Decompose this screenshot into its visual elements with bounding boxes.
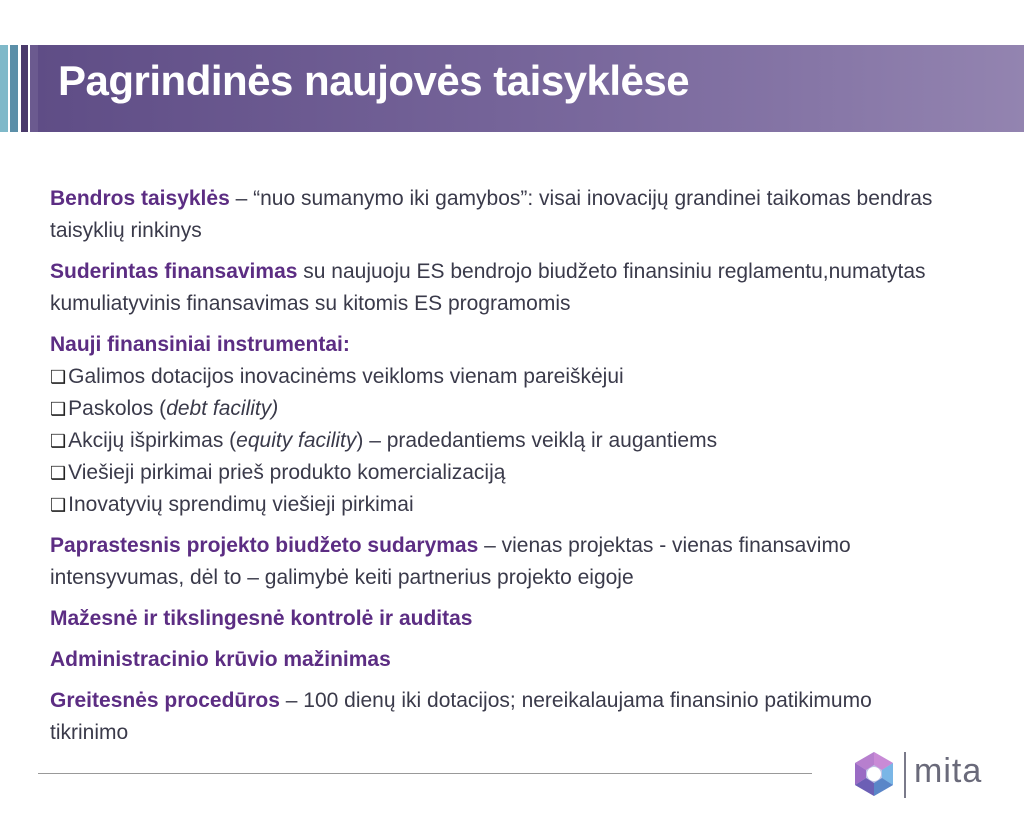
list-item [50, 457, 950, 489]
paragraph-faster-procedures [50, 685, 950, 749]
logo-text: mita [914, 752, 983, 790]
list-item-emphasis: equity facility [236, 429, 357, 452]
list-item-text: Viešieji pirkimai prieš produkto komercializaciją [68, 461, 506, 484]
paragraph-text: – 100 dienų iki dotacijos; nereikalaujama finansinio patikimumo tikrinimo [50, 689, 872, 744]
paragraph-text: – “nuo sumanymo iki gamybos”: visai inovacijų grandinei taikomas bendras taisyklių rinkinys [50, 187, 933, 242]
logo-separator [904, 752, 906, 798]
list-item-text: Inovatyvių sprendimų viešieji pirkimai [68, 493, 414, 516]
accent-bars [0, 45, 40, 132]
paragraph-heading: Administracinio krūvio mažinimas [50, 648, 391, 671]
paragraph-heading: Nauji finansiniai instrumentai: [50, 333, 350, 356]
paragraph-heading: Greitesnės procedūros [50, 689, 280, 712]
list-item [50, 361, 950, 393]
checkbox-square-icon: ❑ [50, 399, 67, 419]
list-item [50, 393, 950, 425]
paragraph-common-rules [50, 183, 950, 247]
checkbox-square-icon: ❑ [50, 431, 67, 451]
paragraph-simpler-budget [50, 530, 950, 594]
list-item [50, 489, 950, 521]
accent-bar [30, 45, 38, 132]
slide-title: Pagrindinės naujovės taisyklėse [58, 57, 690, 104]
accent-bar [21, 45, 28, 132]
paragraph-text: su naujuoju ES bendrojo biudžeto finansiniu reglamentu,numatytas kumuliatyvinis finansavimas su kitomis ES programomis [50, 260, 926, 315]
paragraph-admin-burden [50, 644, 950, 676]
paragraph-financial-instruments [50, 329, 950, 521]
list-item-text: Paskolos ( [68, 397, 167, 420]
paragraph-control-audit [50, 603, 950, 635]
paragraph-heading: Suderintas finansavimas [50, 260, 298, 283]
accent-bar [0, 45, 8, 132]
paragraph-heading: Paprastesnis projekto biudžeto sudarymas [50, 534, 479, 557]
checkbox-square-icon: ❑ [50, 495, 67, 515]
list-item-text: Akcijų išpirkimas ( [68, 429, 237, 452]
slide-content [50, 183, 950, 758]
list-item-emphasis: debt facility) [166, 397, 279, 420]
checkbox-square-icon: ❑ [50, 463, 67, 483]
accent-bar [10, 45, 18, 132]
list-item-text: ) – pradedantiems veiklą ir augantiems [356, 429, 718, 452]
paragraph-harmonized-financing [50, 256, 950, 320]
paragraph-heading: Mažesnė ir tikslingesnė kontrolė ir auditas [50, 607, 473, 630]
list-item-text: Galimos dotacijos inovacinėms veikloms vienam pareiškėjui [68, 365, 624, 388]
paragraph-heading: Bendros taisyklės [50, 187, 230, 210]
checkbox-square-icon: ❑ [50, 367, 67, 387]
paragraph-text: – vienas projektas - vienas finansavimo intensyvumas, dėl to – galimybė keiti partnerius projekto eigoje [50, 534, 851, 589]
list-item [50, 425, 950, 457]
footer-divider [38, 773, 812, 774]
